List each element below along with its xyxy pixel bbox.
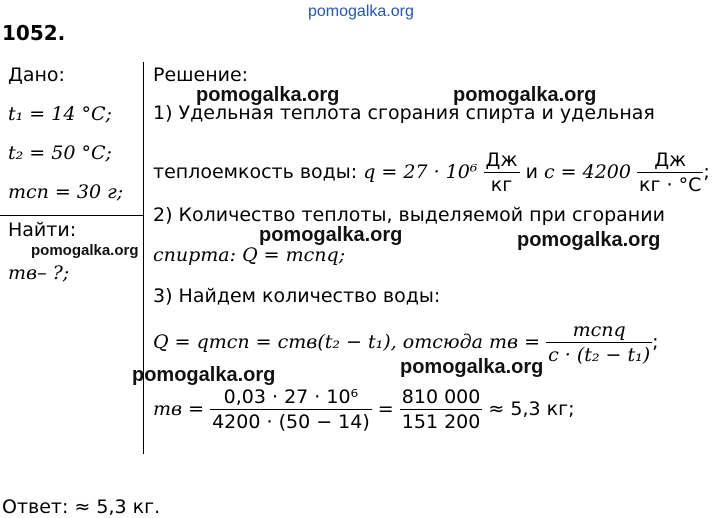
find-heading: Найти: — [8, 219, 77, 241]
step1-q-unit — [484, 148, 520, 197]
step2-line-b: спирта: Q = mспq; — [153, 244, 346, 266]
step1-c-unit-num: Дж — [637, 148, 703, 173]
step1-c-unit-den: кг · °C — [639, 174, 702, 196]
step3-end: ; — [652, 331, 659, 353]
step2-line-a: 2) Количество теплоты, выделяемой при сгорании — [153, 204, 665, 226]
given-mass: mсп = 30 г; — [8, 181, 124, 203]
column-divider-vertical — [143, 62, 144, 454]
step3-fraction-num: mспq — [546, 318, 652, 343]
watermark-5: pomogalka.org — [400, 356, 544, 378]
step1-end: ; — [703, 161, 710, 183]
step3-line-a: 3) Найдем количество воды: — [153, 285, 441, 307]
find-value: mв– ?; — [8, 262, 70, 284]
step3-fraction-den: c · (t₂ − t₁) — [548, 344, 651, 366]
problem-number-value: 1052 — [2, 21, 58, 45]
given-heading: Дано: — [8, 64, 65, 86]
step3-eq-text: Q = qmсп = cmв(t₂ − t₁), отсюда mв = — [153, 331, 541, 353]
watermark-top: pomogalka.org — [308, 3, 414, 20]
solution-heading: Решение: — [153, 64, 249, 86]
step1-q-unit-den: кг — [490, 174, 513, 196]
step1-c-unit — [637, 148, 703, 197]
watermark-small: pomogalka.org — [31, 242, 139, 259]
step1-c: c = 4200 — [543, 161, 631, 183]
answer: Ответ: ≈ 5,3 кг. — [2, 496, 161, 518]
calc-equals: = — [377, 398, 394, 420]
given-t1: t₁ = 14 °C; — [8, 103, 112, 125]
calc-fraction-2 — [400, 385, 483, 434]
step1-prefix: теплоемкость воды: — [153, 161, 358, 183]
calc-result: ≈ 5,3 кг; — [488, 398, 575, 420]
step1-and: и — [525, 161, 538, 183]
calculation — [153, 385, 574, 434]
watermark-4: pomogalka.org — [517, 229, 661, 251]
calc-fraction-2-num: 810 000 — [401, 386, 481, 408]
step1-q: q = 27 · 10⁶ — [363, 161, 478, 183]
step1-line-a: 1) Удельная теплота сгорания спирта и удельная — [153, 102, 655, 124]
watermark-1: pomogalka.org — [196, 84, 340, 106]
given-t2: t₂ = 50 °C; — [8, 142, 112, 164]
calc-lhs: mв = — [153, 398, 205, 420]
watermark-2: pomogalka.org — [453, 84, 597, 106]
calc-fraction-1 — [210, 385, 372, 434]
step3-fraction — [546, 318, 652, 367]
watermark-3: pomogalka.org — [259, 224, 403, 246]
given-find-divider — [0, 215, 144, 216]
step1-q-unit-num: Дж — [485, 149, 518, 171]
calc-fraction-1-num: 0,03 · 27 · 10⁶ — [210, 385, 372, 410]
problem-number: 1052. — [2, 21, 66, 45]
calc-fraction-2-den: 151 200 — [401, 411, 481, 433]
step1-line-b — [153, 148, 710, 197]
watermark-6: pomogalka.org — [132, 364, 276, 386]
calc-fraction-1-den: 4200 · (50 − 14) — [212, 411, 370, 433]
